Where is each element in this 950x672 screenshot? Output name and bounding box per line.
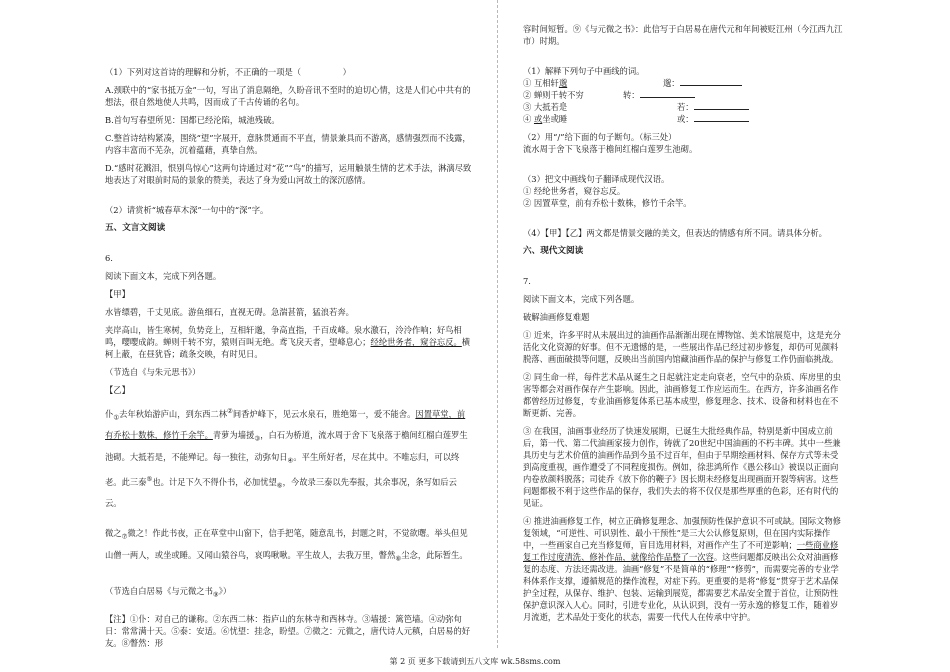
q7-instruction: 阅读下面文本，完成下列各题。 — [523, 294, 640, 304]
option-c: C.整首诗结构紧凑，围绕“望”字展开，意脉贯通而不平直，情景兼具而不游离，感情强烈而不浅露，内容丰富而不芜杂，沉着蕴藉，真挚自然。 — [105, 133, 471, 155]
jia-source: （节选自《与朱元思书》） — [105, 367, 201, 377]
jia-para-1: 水皆缥碧，千丈见底。游鱼细石，直视无碍。急湍甚箭，猛浪若奔。 — [105, 307, 354, 317]
article-para-3: ③ 在我国，油画事业经历了快速发展期，已诞生大批经典作品，特别是新中国成立前后，第一代、第二代油画家接力创作，铸就了20世纪中国油画的不朽丰碑。其中一些兼具历史与艺术价值的油画作品到今虽不过百年，但由于早期绘画材料、保存方式等未受到高度重视，画作遭受了不同程度损伤。例如，徐悲鸿所作《愚公移山》被误以正面向内卷放颜料脱落；司徒乔《放下你的鞭子》因长期未经修复出现画面开裂等病害。这些问题都极不利于这些作品的保存，我们失去的将不仅仅是那些厚重的色彩，还有时代的见证。 — [523, 426, 841, 508]
answer-blank-2[interactable] — [640, 97, 695, 98]
answer-blank-4[interactable] — [694, 121, 749, 122]
sub-q4: （4）【甲】【乙】两文都是情景交融的美文，但表达的情感有所不同。请具体分析。 — [523, 228, 827, 238]
yi-para-2: 微之$_⑦$微之！作此书夜，正在草堂中山窗下，信手把笔，随意乱书，封题之时，不觉欲曙。举头但见山僧一两人，或坐或睡。又闻山猿谷鸟，哀鸣啾啾。平生故人，去我万里，瞥然$_⑧$尘念，此际暂生。 — [105, 528, 468, 563]
sub-q3-item-2: ② 因置草堂，前有乔松十数株，修竹千余竿。 — [523, 198, 692, 208]
question-7-number: 7. — [523, 276, 531, 286]
option-b: B.首句写春望所见：国都已经沦陷，城池残破。 — [105, 115, 280, 125]
yi-underlined-sentence: 因置草堂，前有乔松十数株，修竹千余竿。 — [105, 408, 466, 441]
article-title: 破解油画修复难题 — [523, 312, 590, 322]
answer-blank-1[interactable] — [680, 85, 742, 86]
sub-q2-text: 流水周于舍下飞泉落于檐间红榴白莲罗生池砌。 — [523, 144, 698, 154]
q1-intro: （1）下列对这首诗的理解和分析，不正确的一项是（ ） — [105, 67, 351, 77]
section-heading-5: 五、文言文阅读 — [105, 223, 166, 233]
option-d: D.“感时花溅泪，恨别鸟惊心”这两句诗通过对“花”“鸟”的描写，运用触景生情的艺术手法，淋漓尽致地表达了对眼前时局的景象的赞美，表达了身为爱山河故土的深沉感情。 — [105, 163, 472, 185]
q6-instruction: 阅读下面文本，完成下列各题。 — [105, 271, 222, 281]
left-column — [105, 0, 473, 649]
yi-source: （节选自白居易《与元微之书$_⑨$》） — [105, 586, 232, 600]
page-footer: 第 2 页 更多下载请到五八文库 wk.58sms.com — [389, 657, 561, 666]
yi-para-1: 仆$_①$去年秋始游庐山，到东西二林②间香炉峰下，见云水泉石，胜绝第一，爱不能舍。因置草堂，前有乔松十数株，修竹千余竿。青萝为墙援$_③$，白石为桥道，流水周于舍下飞泉落于檐间红榴白莲罗生池砌。大抵若是，不能殚记。每一独往，动弥旬日$_④$。平生所好者，尽在其中。不唯忘归，可以终老。此三泰⑤也。计足下久不得仆书，必加忧望$_⑥$，今故录三泰以先奉报，其余事况，条写如后云云。 — [105, 407, 468, 509]
jia-underlined-sentence: 经纶世务者，窥谷忘反。 — [370, 337, 462, 347]
section-heading-6: 六、现代文阅读 — [523, 246, 584, 256]
item-3: ③ 大抵若是 若： — [523, 101, 845, 113]
article-para-4: ④ 推进油画修复工作，树立正确修复理念、加强预防性保护意识不可或缺。国际文物修复领域，“可逆性、可识别性、最小干预性”是三大公认修复原则，但在国内实际操作中，一些画家自己充当修复师，盲目选用材料，对画作产生了不可逆影响；一些商业修复工作过度清洗、修补作品，就像给作品整了一次容。这些问题都反映出公众对油画修复的态度、方法还需改进。油画“修复”不是简单的“修理”“修剪”，而需要完善的专业学科体系作支撑，遵循规范的操作流程，对症下药。更重要的是将“修复”贯穿于艺术品保护全过程，从保存、维护、包装、运输到展览，都需要艺术品安全置于首位，让预防性保护意识深入人心。同时，引进专业化，从认识到，没有一劳永逸的修复工作，随着岁月流逝，艺术品处于变化的状态，需要一代代人在传承中守护。 — [523, 516, 841, 622]
right-column — [523, 0, 845, 623]
article-underlined-sentence: 一些商业修复工作过度清洗、修补作品，就像给作品整了一次容 — [523, 540, 839, 562]
article-para-1: ① 近来，许多平时从未展出过的油画作品渐渐出现在博物馆、美术馆展览中，这是充分活化文化资源的好事。但不无遗憾的是，一些展出作品已经过初步修复，却仍可见颜料脱落、画面破损等问题，反映出当前国内馆藏油画作品的保护与修复工作仍面临挑战。 — [523, 330, 841, 364]
jia-label: 【甲】 — [105, 289, 130, 299]
option-a: A.颈联中的“家书抵万金”一句，写出了消息隔绝，久盼音讯不至时的迫切心情，这是人们心中共有的想法，很自然地使人共鸣，因而成了千古传诵的名句。 — [105, 85, 471, 107]
yi-label: 【乙】 — [105, 385, 130, 395]
annotations: 【注】①仆：对自己的谦称。②东西二林：指庐山的东林寺和西林寺。③墙援：篱笆墙。④动弥旬日：常常满十天。⑤泰：安适。⑥忧望：挂念，盼望。⑦微之：元微之，唐代诗人元稹，白居易的好友。⑧瞥然：形 — [105, 614, 471, 649]
question-6-number: 6. — [105, 253, 113, 263]
item-4: ④ 或坐或睡 或： — [523, 113, 845, 125]
sub-q1: （1）解释下列句子中画线的词。 — [523, 66, 645, 76]
sub-q3: （3）把文中画线句子翻译成现代汉语。 — [523, 174, 670, 184]
answer-blank-3[interactable] — [694, 109, 749, 110]
column-divider — [497, 0, 498, 648]
item-2: ② 蝉则千转不穷 转： — [523, 89, 845, 101]
item-1: ① 互相轩邈 邈： — [523, 77, 845, 89]
sub-q2: （2）用“/”给下面的句子断句。（标三处） — [523, 132, 677, 142]
sub-q3-item-1: ① 经纶世务者，窥谷忘反。 — [523, 186, 626, 196]
jia-para-2: 夹岸高山，皆生寒树，负势竞上，互相轩邈，争高直指，千百成峰。泉水激石，泠泠作响；好鸟相鸣，嘤嘤成韵。蝉则千转不穷，猿则百叫无绝。鸢飞戾天者，望峰息心；经纶世务者，窥谷忘反。横柯上蔽，在昼犹昏；疏条交映，有时见日。 — [105, 325, 471, 359]
q2: （2）请赏析“城春草木深”一句中的“深”字。 — [105, 205, 269, 215]
annotation-continuation: 容时间短暂。⑨《与元微之书》：此信写于白居易在唐代元和年间被贬江州（今江西九江市）时期。 — [523, 24, 843, 46]
article-para-2: ② 同生命一样，每件艺术品从诞生之日起就注定走向衰老，空气中的杂质、库房里的虫害等都会对画作保存产生影响。因此，油画修复工作应运而生。在西方，许多油画名作都曾经历过修复，专业油画修复体系已基本成型，修复理念、技术、设备和材料也在不断更新、完善。 — [523, 372, 841, 418]
